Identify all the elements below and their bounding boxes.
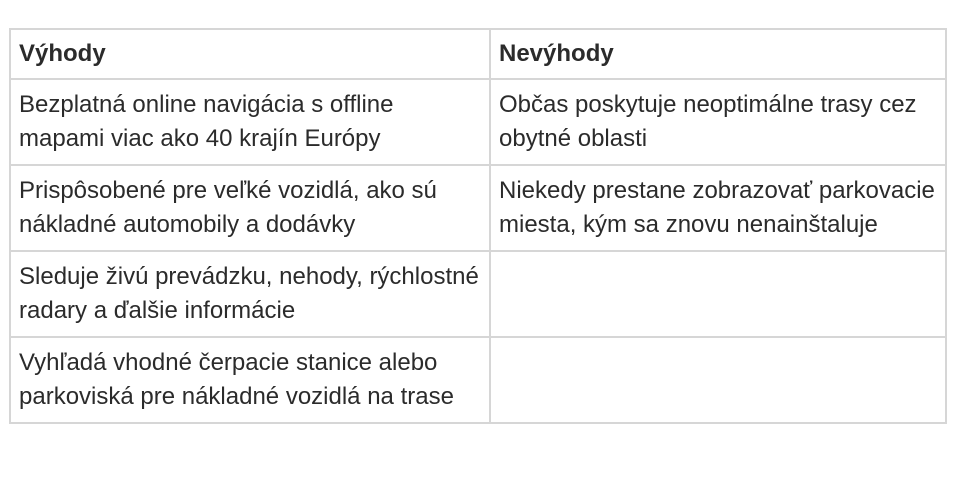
pros-cell: Vyhľadá vhodné čerpacie stanice alebo parkoviská pre nákladné vozidlá na trase bbox=[10, 337, 490, 423]
table-row bbox=[10, 337, 946, 423]
cons-cell bbox=[490, 251, 946, 337]
pros-cell: Sleduje živú prevádzku, nehody, rýchlostné radary a ďalšie informácie bbox=[10, 251, 490, 337]
pros-cell: Bezplatná online navigácia s offline mapami viac ako 40 krajín Európy bbox=[10, 79, 490, 165]
cons-cell: Občas poskytuje neoptimálne trasy cez obytné oblasti bbox=[490, 79, 946, 165]
header-cons: Nevýhody bbox=[490, 29, 946, 79]
table-row bbox=[10, 79, 946, 165]
table-row bbox=[10, 251, 946, 337]
pros-cons-table bbox=[9, 28, 947, 424]
pros-cons-table-container bbox=[9, 28, 945, 424]
table-row bbox=[10, 165, 946, 251]
header-pros: Výhody bbox=[10, 29, 490, 79]
cons-cell bbox=[490, 337, 946, 423]
cons-cell: Niekedy prestane zobrazovať parkovacie miesta, kým sa znovu nenainštaluje bbox=[490, 165, 946, 251]
pros-cell: Prispôsobené pre veľké vozidlá, ako sú nákladné automobily a dodávky bbox=[10, 165, 490, 251]
table-header-row bbox=[10, 29, 946, 79]
